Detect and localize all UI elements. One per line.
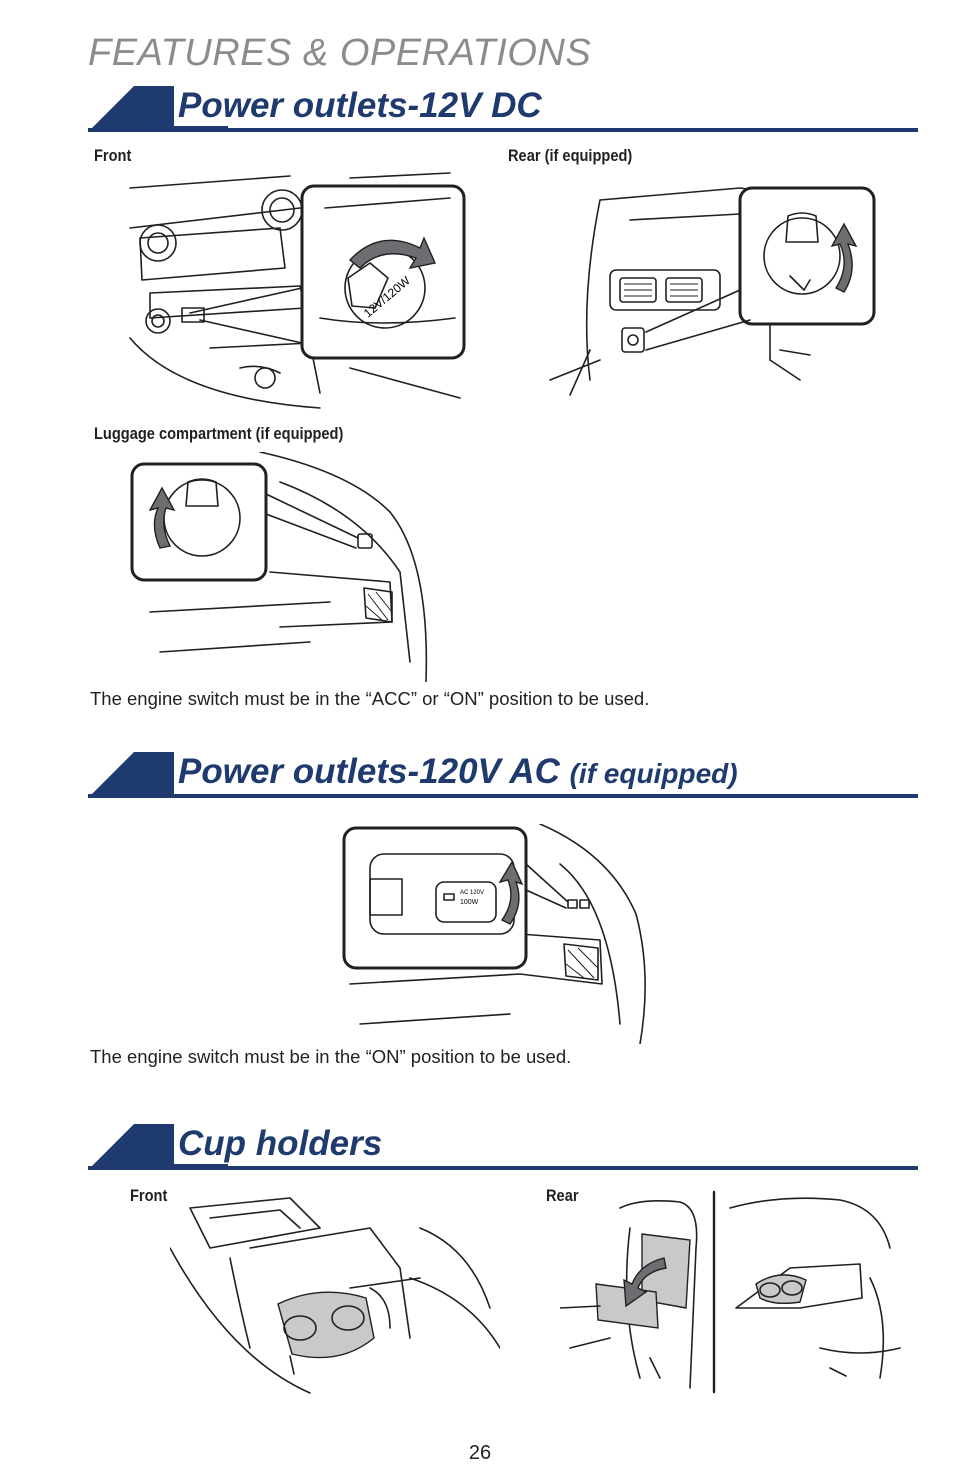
rear-cup-holder-illustration [560,1188,920,1398]
luggage-outlet-illustration [130,452,450,682]
rear-outlet-illustration [540,180,880,400]
section-title-suffix: (if equipped) [569,758,738,789]
page-header: FEATURES & OPERATIONS [88,32,592,74]
label-front-cup: Front [130,1186,168,1205]
front-outlet-illustration [120,168,470,413]
section-header-cup-holders [88,1124,918,1180]
section-title-main: Power outlets-120V AC [178,752,560,791]
label-rear-cup: Rear [546,1186,579,1205]
section-header-120v-ac [88,752,918,808]
ac-outlet-label: AC 120V [460,890,485,896]
section-header-12v-dc [88,86,918,142]
label-luggage-outlet: Luggage compartment (if equipped) [94,424,344,443]
dc-usage-note: The engine switch must be in the “ACC” or “ON” position to be used. [90,688,650,709]
section-title [174,752,750,794]
section-rule [88,128,918,132]
section-title: Power outlets-12V DC [174,86,554,126]
label-rear-outlet: Rear (if equipped) [508,146,633,165]
section-rule [88,794,918,798]
label-front-outlet: Front [94,146,132,165]
page-number: 26 [468,1442,492,1464]
ac-outlet-watt: 100W [460,899,479,906]
section-title: Cup holders [174,1124,394,1164]
ac-outlet-illustration [340,824,680,1044]
cap-marking: 12V/120W [360,273,413,321]
ac-usage-note: The engine switch must be in the “ON” position to be used. [90,1046,572,1067]
section-rule [88,1166,918,1170]
front-cup-holder-illustration [170,1188,500,1398]
